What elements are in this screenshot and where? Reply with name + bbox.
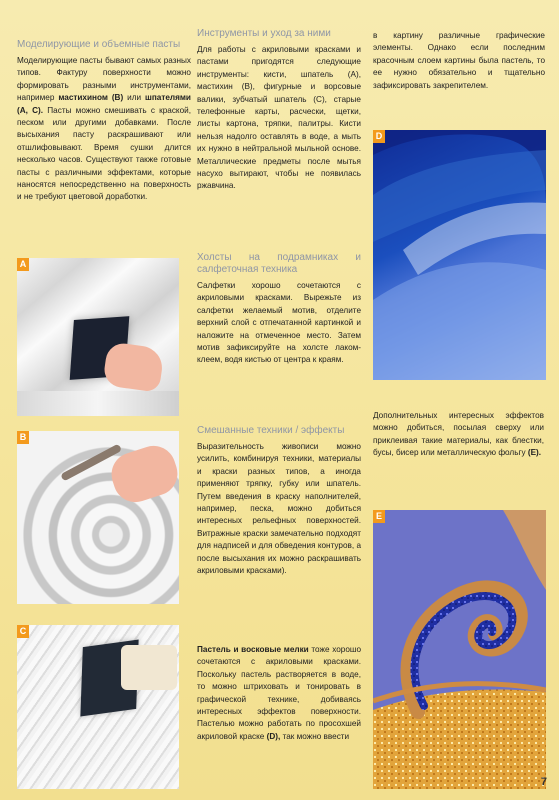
label-c: C: [17, 625, 29, 638]
extra-text: Дополнительных интересных эффектов можно добиться, посылая сверху или приклеивая такие материалы, как блестки, бусы, бисер или металлическую фольгу: [373, 411, 544, 458]
extra-section: [373, 410, 544, 460]
continued-paragraph: в картину различные графические элементы. Однако если последним красочным слоем картины была пастель, то ее нужно обязательно и тщательно зафиксировать закрепителем.: [373, 31, 545, 90]
photo-b: [17, 431, 179, 604]
extra-term: (E).: [527, 448, 542, 458]
photo-c: [17, 625, 179, 789]
pastel-text-2: так можно ввести: [282, 731, 350, 741]
modeling-text-2: или: [127, 93, 142, 103]
modeling-term-1: мастихином (B): [58, 93, 124, 103]
modeling-paragraph: [17, 55, 191, 204]
glitter-swirl-artwork: [373, 510, 546, 789]
pastel-term: Пастель и восковые мелки: [197, 645, 309, 654]
modeling-text-1: Моделирующие пасты бывают самых разных типов. Фактуру поверхности можно формировать разными инструментами, например: [17, 56, 191, 103]
photo-e: [373, 510, 546, 789]
label-d: D: [373, 130, 385, 143]
label-b: B: [17, 431, 29, 444]
pastel-section: [197, 644, 361, 743]
pastel-paragraph: [197, 644, 361, 743]
canvas-section: [197, 252, 361, 367]
canvas-heading: Холсты на подрамниках и салфеточная техника: [197, 252, 361, 275]
photo-d: [373, 130, 546, 380]
tools-heading: Инструменты и уход за ними: [197, 28, 331, 39]
tools-section: [197, 28, 361, 193]
label-a: A: [17, 258, 29, 271]
tools-paragraph: Для работы с акриловыми красками и пастами пригодятся следующие инструменты: кисти, шпатель (A), мастихин (B), фигурные и ворсовые валики, зубчатый шпатель (C), старые телефонные карты, расчески, щетки, листы картона, тряпки, палитры. Кисти нельзя надолго оставлять в воде, а мыть их нужно в нейтральной мыльной основе. Металлические предметы после мытья насухо вытирают, чтобы не появилась ржавчина.: [197, 45, 361, 191]
blue-painting: [373, 130, 546, 380]
mixed-section: [197, 425, 361, 577]
canvas-paragraph: Салфетки хорошо сочетаются с акриловыми красками. Вырежьте из салфетки желаемый мотив, отделите верхний слой с отпечатанной картинкой и наложите на отмеченное место. Затем мотив зафиксируйте на холсте лаком-клеем, водя кистью от центра к краям.: [197, 281, 361, 365]
page-number: 7: [540, 776, 547, 788]
mixed-heading: Смешанные техники / эффекты: [197, 425, 345, 436]
modeling-section: [17, 39, 191, 204]
modeling-term-2: шпателями (A, C).: [17, 93, 191, 115]
continued-section: [373, 30, 545, 92]
label-e: E: [373, 510, 385, 523]
modeling-heading: Моделирующие и объемные пасты: [17, 39, 181, 50]
pastel-term-2: (D),: [266, 731, 281, 741]
modeling-text-3: Пасты можно смешивать с краской, песком или другими добавками. После высыхания пасту раскрашивают или отшлифовывают. Время сушки длится несколько часов. Существуют также готовые пасты с различными эффектами, которые наносятся непосредственно на поверхность и не требуют цветовой доработки.: [17, 105, 192, 202]
mixed-paragraph: Выразительность живописи можно усилить, комбинируя техники, материалы и краски разных типов, а иногда применяют тряпку, губку или шпатель. Путем введения в краску наполнителей, например, песка, можно добиться интересных рельефных поверхностей. Витражные краски замечательно подходят для надписей и для обведения контуров, а после высыхания их можно раскрашивать акриловыми красками).: [197, 442, 361, 576]
pastel-text-1: тоже хорошо сочетаются с акриловыми красками. Поскольку пастель растворяется в воде, то можно штриховать и тонировать в графической технике, добиваясь интересных эффектов поверхности. Пастелью можно работать по просохшей акриловой краске: [197, 645, 361, 741]
photo-a: [17, 258, 179, 416]
extra-paragraph: [373, 410, 544, 460]
